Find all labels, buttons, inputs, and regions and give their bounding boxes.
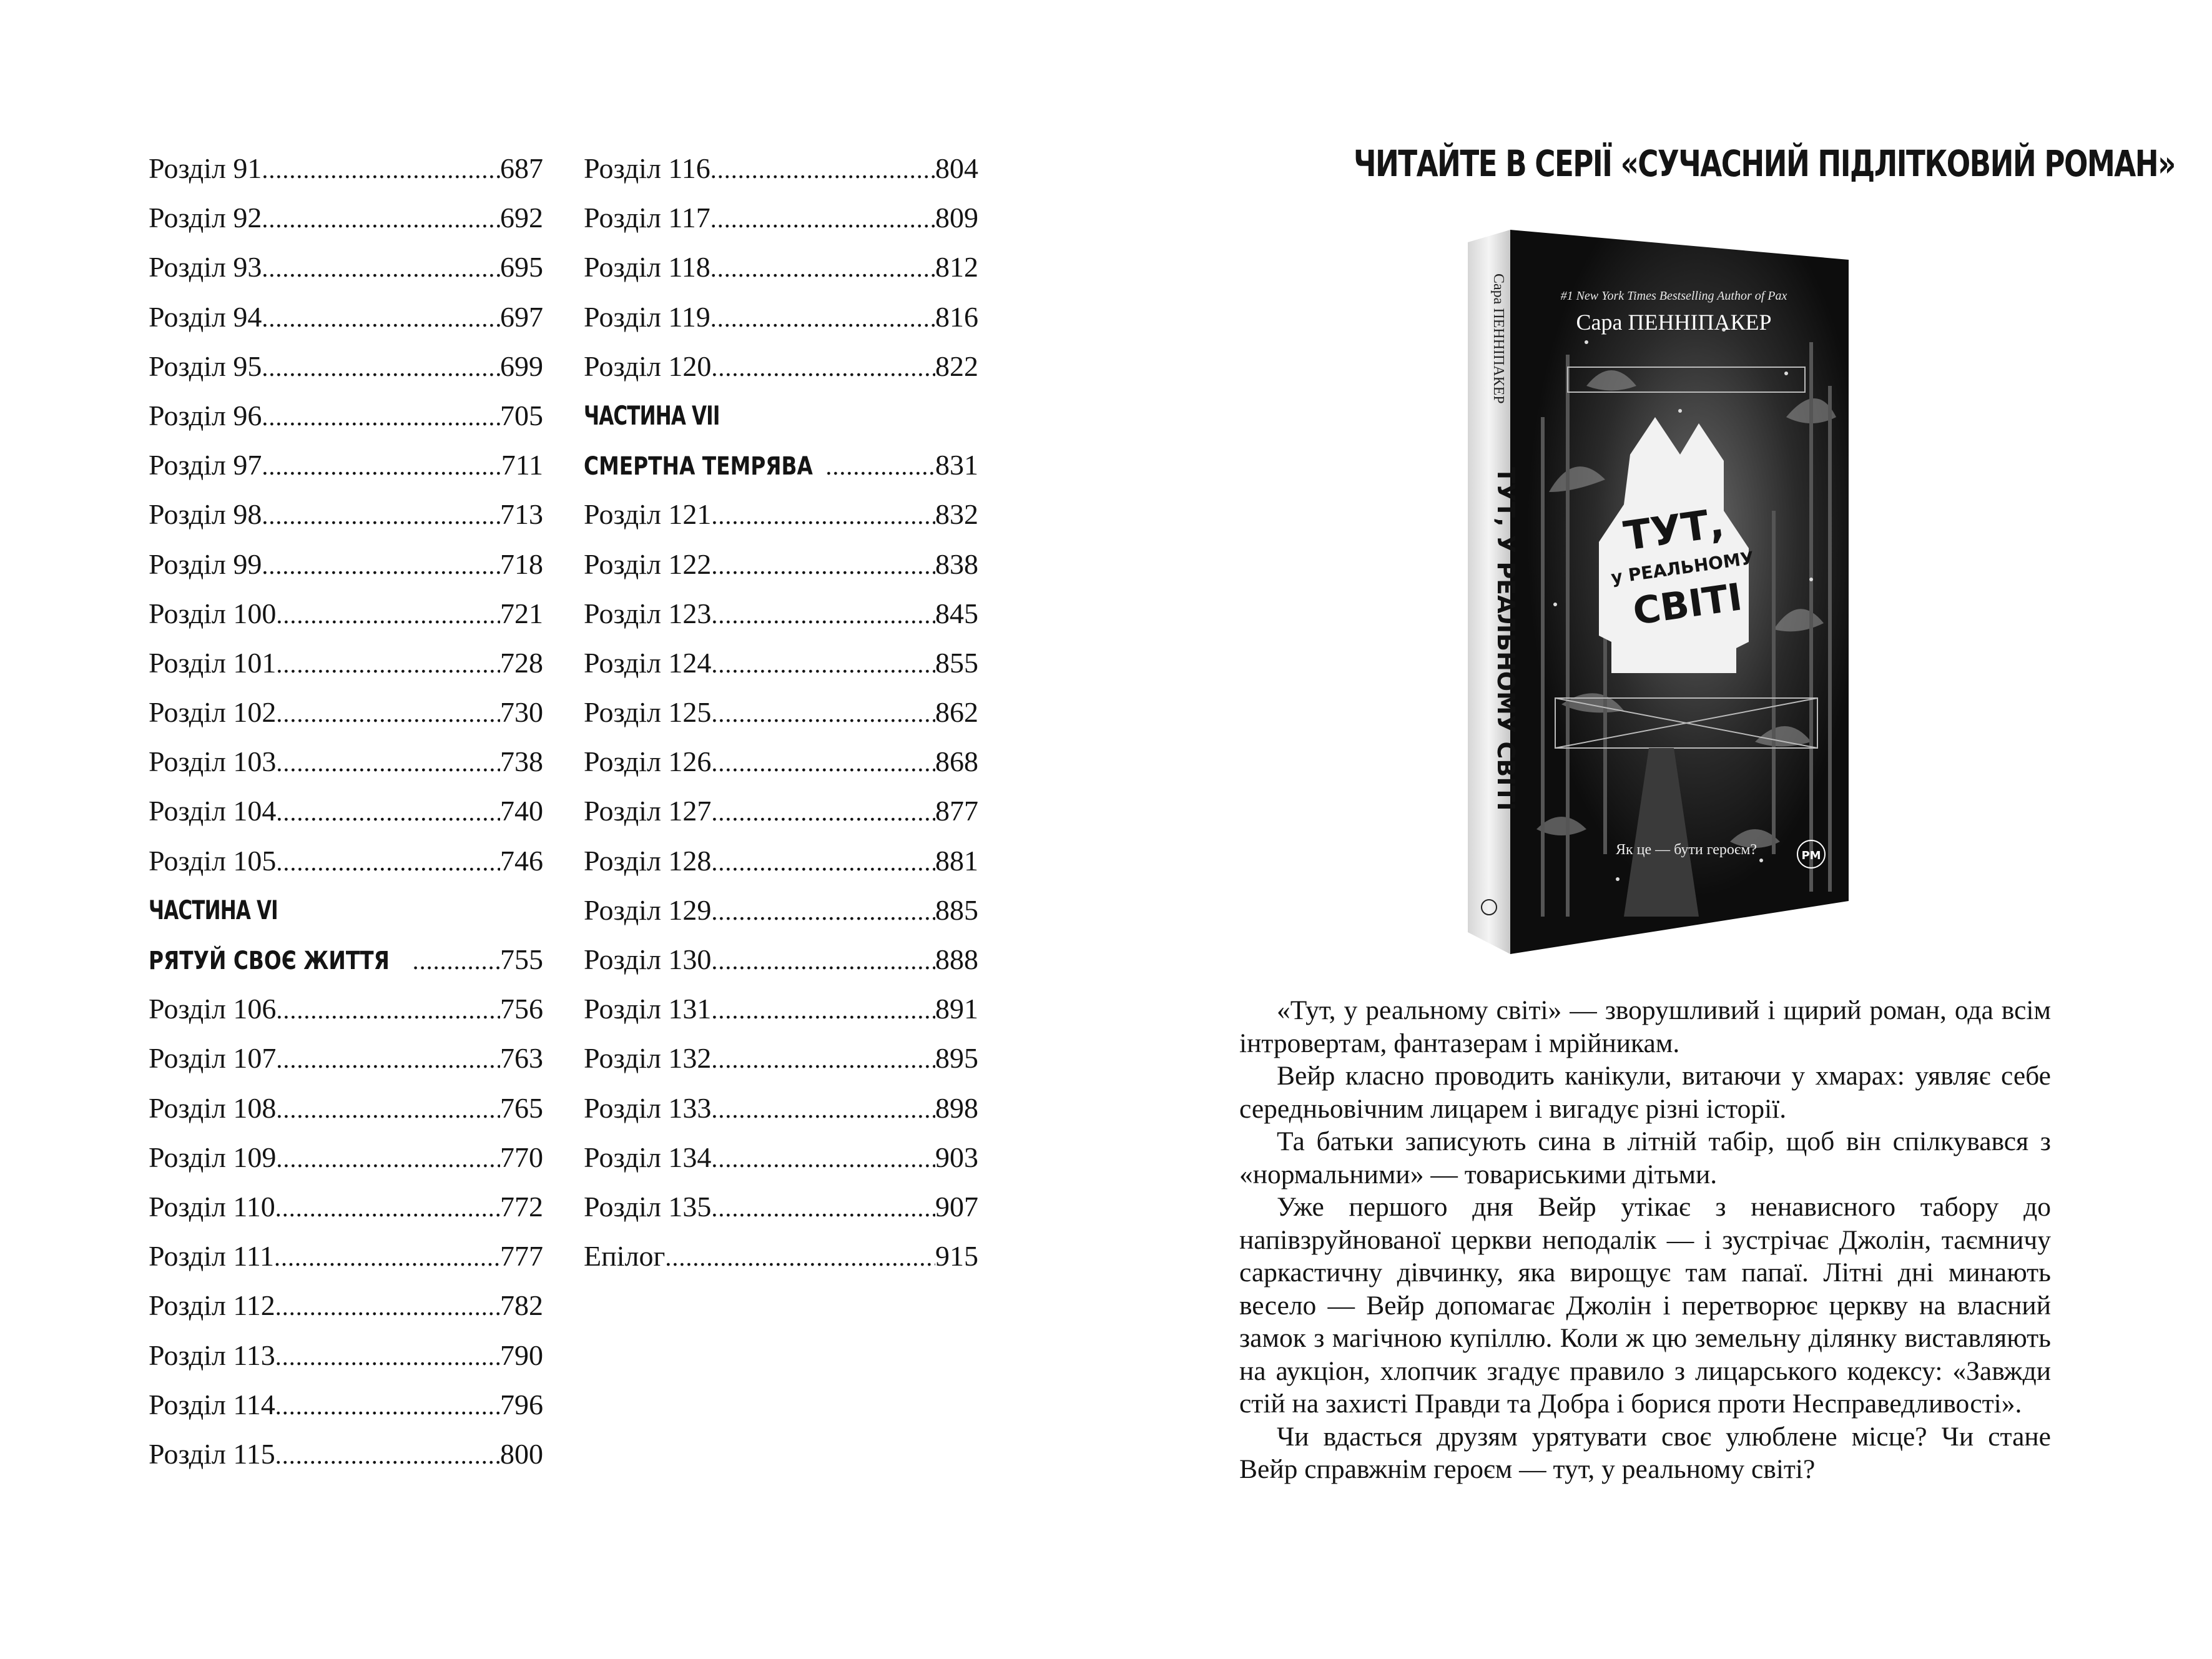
toc-entry-page: 697 bbox=[500, 300, 543, 333]
book-title-line1: ТУТ, bbox=[1621, 500, 1728, 560]
toc-leader-dots bbox=[275, 1430, 500, 1480]
toc-entry bbox=[584, 885, 978, 935]
toc-entry bbox=[149, 1429, 543, 1479]
toc-entry-label: Розділ 101 bbox=[149, 646, 277, 679]
toc-entry bbox=[149, 539, 543, 589]
toc-leader-dots bbox=[710, 145, 935, 194]
toc-entry-page: 699 bbox=[500, 350, 543, 382]
toc-leader-dots bbox=[262, 293, 500, 343]
toc-entry-label: Розділ 132 bbox=[584, 1042, 712, 1075]
toc-leader-dots bbox=[276, 590, 500, 639]
toc-entry bbox=[149, 440, 543, 490]
toc-entry-label: Розділ 95 bbox=[149, 350, 262, 382]
toc-entry-label: Розділ 115 bbox=[149, 1437, 275, 1470]
book-description bbox=[1239, 994, 2051, 1486]
toc-leader-dots bbox=[275, 1332, 500, 1381]
toc-entry bbox=[584, 193, 978, 242]
toc-entry-label: Розділ 111 bbox=[149, 1240, 275, 1273]
toc-entry-page: 891 bbox=[935, 993, 978, 1025]
toc-entry-label: Розділ 105 bbox=[149, 844, 277, 877]
toc-entry-page: 907 bbox=[935, 1190, 978, 1223]
toc-entry-page: 855 bbox=[935, 646, 978, 679]
toc-entry-page: 713 bbox=[500, 498, 543, 531]
toc-entry-page: 746 bbox=[500, 844, 543, 877]
toc-entry-label: Розділ 100 bbox=[149, 597, 277, 629]
toc-entry bbox=[149, 1182, 543, 1231]
toc-entry-page: 816 bbox=[935, 300, 978, 333]
part-title: СМЕРТНА ТЕМРЯВА bbox=[584, 452, 813, 481]
toc-entry-page: 782 bbox=[500, 1289, 543, 1322]
toc-entry-page: 718 bbox=[500, 548, 543, 580]
toc-entry bbox=[149, 1133, 543, 1182]
toc-entry bbox=[149, 786, 543, 835]
toc-leader-dots bbox=[262, 491, 500, 540]
toc-leader-dots bbox=[262, 392, 500, 441]
toc-entry-page: 895 bbox=[935, 1042, 978, 1075]
toc-leader-dots bbox=[711, 1035, 935, 1084]
toc-entry bbox=[584, 1231, 978, 1281]
book-tagline: #1 New York Times Bestselling Author of Pax bbox=[1560, 289, 1787, 303]
toc-entry-label: Розділ 110 bbox=[149, 1190, 275, 1223]
toc-entry-page: 800 bbox=[500, 1437, 543, 1470]
toc-leader-dots bbox=[276, 689, 500, 738]
toc-leader-dots bbox=[711, 787, 935, 837]
toc-entry bbox=[149, 193, 543, 242]
toc-entry-label: Розділ 116 bbox=[584, 152, 710, 184]
toc-leader-dots bbox=[262, 441, 501, 491]
toc-entry-label: Розділ 133 bbox=[584, 1091, 712, 1124]
toc-entry-page: 862 bbox=[935, 696, 978, 729]
toc-entry-label: Розділ 103 bbox=[149, 746, 277, 778]
toc-entry-label: Розділ 114 bbox=[149, 1388, 275, 1420]
toc-entry-label: Розділ 125 bbox=[584, 696, 712, 729]
toc-entry bbox=[149, 836, 543, 885]
toc-entry bbox=[584, 490, 978, 539]
toc-entry bbox=[584, 836, 978, 885]
toc-entry bbox=[149, 292, 543, 342]
part-heading: ЧАСТИНА VII bbox=[584, 400, 720, 431]
toc-entry bbox=[149, 490, 543, 539]
toc-entry bbox=[584, 984, 978, 1033]
book-title-line3: СВІТІ bbox=[1630, 575, 1745, 634]
toc-entry bbox=[149, 1380, 543, 1429]
toc-entry bbox=[584, 342, 978, 391]
toc-entry-label: Розділ 118 bbox=[584, 251, 710, 283]
toc-entry-label: Розділ 97 bbox=[149, 449, 262, 481]
toc-entry bbox=[584, 737, 978, 786]
part-page: 755 bbox=[500, 943, 543, 975]
toc-leader-dots bbox=[276, 1134, 500, 1183]
toc-entry-page: 881 bbox=[935, 844, 978, 877]
toc-leader-dots bbox=[262, 541, 500, 590]
toc-entry bbox=[584, 242, 978, 292]
toc-leader-dots bbox=[276, 985, 500, 1035]
toc-entry-label: Розділ 109 bbox=[149, 1141, 277, 1173]
toc-entry bbox=[149, 984, 543, 1033]
toc-entry-page: 804 bbox=[935, 152, 978, 184]
toc-entry-page: 772 bbox=[500, 1190, 543, 1223]
toc-entry bbox=[149, 342, 543, 391]
toc-entry-page: 796 bbox=[500, 1388, 543, 1420]
part-page: 831 bbox=[935, 449, 978, 481]
toc-entry-page: 812 bbox=[935, 251, 978, 283]
description-paragraph: Чи вдасться друзям урятувати своє улюблене місце? Чи стане Вейр справжнім героєм — тут, у реальному світі? bbox=[1239, 1421, 2051, 1484]
toc-entry-label: Розділ 102 bbox=[149, 696, 277, 729]
book-author: Сара ПЕННІПАКЕР bbox=[1576, 310, 1772, 335]
toc-entry-page: 756 bbox=[500, 993, 543, 1025]
toc-entry-label: Розділ 117 bbox=[584, 202, 710, 234]
toc-leader-dots bbox=[711, 887, 935, 936]
toc-entry-page: 915 bbox=[935, 1240, 978, 1273]
toc-entry-page: 877 bbox=[935, 795, 978, 827]
toc-entry-page: 777 bbox=[500, 1240, 543, 1273]
toc-entry-label: Розділ 113 bbox=[149, 1339, 275, 1371]
toc-leader-dots bbox=[710, 293, 935, 343]
book-cover bbox=[1462, 230, 1861, 954]
toc-entry bbox=[149, 1281, 543, 1330]
toc-leader-dots bbox=[276, 1085, 500, 1134]
toc-entry bbox=[584, 292, 978, 342]
toc-entry-label: Розділ 112 bbox=[149, 1289, 275, 1322]
toc-leader-dots bbox=[711, 639, 935, 689]
toc-entry-page: 868 bbox=[935, 746, 978, 778]
toc-entry bbox=[584, 144, 978, 193]
toc-entry bbox=[584, 687, 978, 737]
toc-entry bbox=[149, 1231, 543, 1281]
toc-leader-dots bbox=[275, 1183, 500, 1233]
toc-entry-page: 888 bbox=[935, 943, 978, 975]
toc-entry-label: Розділ 122 bbox=[584, 548, 712, 580]
toc-entry bbox=[584, 638, 978, 687]
toc-entry-label: Розділ 135 bbox=[584, 1190, 712, 1223]
toc-leader-dots bbox=[825, 441, 935, 491]
toc-entry-label: Розділ 104 bbox=[149, 795, 277, 827]
publisher-logo-text: РМ bbox=[1801, 849, 1821, 862]
description-paragraph: Та батьки записують сина в літній табір, щоб він спілкувався з «нормальними» — товариськими дітьми. bbox=[1239, 1126, 2051, 1189]
toc-entry-label: Розділ 91 bbox=[149, 152, 262, 184]
toc-entry-label: Розділ 98 bbox=[149, 498, 262, 531]
spine-title: ТУТ, У РЕАЛЬНОМУ СВІТІ bbox=[1492, 467, 1520, 811]
toc-entry bbox=[149, 1331, 543, 1380]
toc-entry bbox=[584, 539, 978, 589]
toc-entry bbox=[584, 1033, 978, 1083]
toc-entry-page: 695 bbox=[500, 251, 543, 283]
book-subtitle: Як це — бути героєм? bbox=[1615, 842, 1757, 858]
toc-entry-label: Розділ 120 bbox=[584, 350, 712, 382]
toc-entry-label: Розділ 130 bbox=[584, 943, 712, 975]
toc-leader-dots bbox=[276, 787, 500, 837]
description-paragraph: «Тут, у реальному світі» — зворушливий і щирий роман, ода всім інтровертам, фантазерам і мрійникам. bbox=[1239, 995, 2051, 1058]
toc-leader-dots bbox=[413, 936, 500, 985]
toc-entry-label: Розділ 92 bbox=[149, 202, 262, 234]
toc-entry bbox=[149, 242, 543, 292]
toc-leader-dots bbox=[665, 1233, 935, 1282]
toc-entry bbox=[149, 391, 543, 440]
toc-entry bbox=[584, 1182, 978, 1231]
toc-leader-dots bbox=[275, 1282, 500, 1331]
toc-entry-page: 885 bbox=[935, 893, 978, 926]
toc-entry-label: Розділ 94 bbox=[149, 300, 262, 333]
toc-entry-label: Розділ 128 bbox=[584, 844, 712, 877]
toc-entry-page: 738 bbox=[500, 746, 543, 778]
toc-entry bbox=[584, 1083, 978, 1133]
toc-leader-dots bbox=[711, 689, 935, 738]
toc-entry bbox=[149, 144, 543, 193]
toc-leader-dots bbox=[711, 491, 935, 540]
spine-author: Сара ПЕННІПАКЕР bbox=[1490, 273, 1507, 404]
toc-entry bbox=[584, 589, 978, 638]
toc-entry-page: 898 bbox=[935, 1091, 978, 1124]
toc-entry-page: 740 bbox=[500, 795, 543, 827]
toc-column-left bbox=[149, 144, 543, 1479]
toc-entry-page: 838 bbox=[935, 548, 978, 580]
toc-entry-page: 765 bbox=[500, 1091, 543, 1124]
toc-entry-label: Розділ 107 bbox=[149, 1042, 277, 1075]
toc-entry-page: 721 bbox=[500, 597, 543, 629]
part-heading: ЧАСТИНА VI bbox=[149, 894, 278, 925]
toc-entry bbox=[149, 638, 543, 687]
toc-leader-dots bbox=[262, 343, 500, 392]
toc-entry-label: Розділ 93 bbox=[149, 251, 262, 283]
toc-leader-dots bbox=[711, 1183, 935, 1233]
toc-entry-page: 903 bbox=[935, 1141, 978, 1173]
toc-entry-label: Розділ 134 bbox=[584, 1141, 712, 1173]
toc-entry-page: 692 bbox=[500, 202, 543, 234]
toc-entry bbox=[149, 1033, 543, 1083]
toc-entry-label: Епілог bbox=[584, 1240, 666, 1273]
toc-leader-dots bbox=[276, 738, 500, 787]
toc-entry-page: 809 bbox=[935, 202, 978, 234]
part-title-entry bbox=[149, 935, 543, 984]
toc-leader-dots bbox=[275, 1381, 500, 1430]
toc-entry-page: 832 bbox=[935, 498, 978, 531]
toc-leader-dots bbox=[711, 985, 935, 1035]
toc-entry-label: Розділ 96 bbox=[149, 399, 262, 431]
toc-entry-page: 763 bbox=[500, 1042, 543, 1075]
toc-leader-dots bbox=[711, 1134, 935, 1183]
toc-leader-dots bbox=[711, 738, 935, 787]
series-heading: ЧИТАЙТЕ В СЕРІЇ «СУЧАСНИЙ ПІДЛІТКОВИЙ РОМАН» bbox=[1354, 142, 2175, 185]
toc-entry-page: 711 bbox=[501, 449, 543, 481]
toc-entry bbox=[149, 589, 543, 638]
toc-leader-dots bbox=[710, 194, 935, 244]
toc-entry bbox=[584, 935, 978, 984]
toc-entry-page: 790 bbox=[500, 1339, 543, 1371]
toc-entry-label: Розділ 119 bbox=[584, 300, 710, 333]
toc-leader-dots bbox=[711, 1085, 935, 1134]
book-cover-illustration bbox=[1462, 230, 1861, 954]
toc-leader-dots bbox=[710, 244, 935, 293]
toc-entry-label: Розділ 106 bbox=[149, 993, 277, 1025]
toc-entry-label: Розділ 131 bbox=[584, 993, 712, 1025]
description-paragraph: Вейр класно проводить канікули, витаючи у хмарах: уявляє себе середньовічним лицарем і вигадує різні історії. bbox=[1239, 1061, 2051, 1124]
toc-entry-label: Розділ 124 bbox=[584, 646, 712, 679]
toc-entry-page: 728 bbox=[500, 646, 543, 679]
book-title-line2: у РЕАЛЬНОМУ bbox=[1610, 547, 1756, 588]
toc-entry-page: 770 bbox=[500, 1141, 543, 1173]
toc-leader-dots bbox=[262, 145, 500, 194]
toc-entry-page: 822 bbox=[935, 350, 978, 382]
toc-entry-page: 730 bbox=[500, 696, 543, 729]
toc-entry-label: Розділ 126 bbox=[584, 746, 712, 778]
toc-leader-dots bbox=[711, 590, 935, 639]
toc-entry bbox=[584, 786, 978, 835]
toc-leader-dots bbox=[711, 343, 935, 392]
toc-leader-dots bbox=[262, 194, 500, 244]
toc-leader-dots bbox=[711, 837, 935, 887]
toc-leader-dots bbox=[711, 936, 935, 985]
toc-entry-page: 705 bbox=[500, 399, 543, 431]
part-title-entry bbox=[584, 440, 978, 490]
toc-column-right bbox=[584, 144, 978, 1281]
part-title: РЯТУЙ СВОЄ ЖИТТЯ bbox=[149, 947, 390, 975]
toc-entry bbox=[149, 1083, 543, 1133]
toc-leader-dots bbox=[274, 1233, 500, 1282]
toc-entry-label: Розділ 121 bbox=[584, 498, 712, 531]
toc-entry bbox=[584, 1133, 978, 1182]
toc-entry-label: Розділ 108 bbox=[149, 1091, 277, 1124]
toc-leader-dots bbox=[276, 639, 500, 689]
toc-entry-label: Розділ 127 bbox=[584, 795, 712, 827]
toc-entry-label: Розділ 129 bbox=[584, 893, 712, 926]
toc-leader-dots bbox=[262, 244, 500, 293]
toc-leader-dots bbox=[276, 1035, 500, 1084]
description-paragraph: Уже першого дня Вейр утікає з ненависного табору до напівзруйнованої церкви неподалік — і зустрічає Джолін, таємничу саркастичну дівчинку, яка вирощує там папаї. Літні дні минають весело — Вейр допомагає Джолін і перетворює церкву на власний замок з магічною купіллю. Коли ж цю земельну ділянку виставляють на аукціон, хлопчик згадує правило з лицарського кодексу: «Завжди стій на захисті Правди та Добра і борися проти Несправедливості». bbox=[1239, 1192, 2051, 1419]
toc-leader-dots bbox=[711, 541, 935, 590]
toc-entry bbox=[149, 737, 543, 786]
toc-entry-label: Розділ 123 bbox=[584, 597, 712, 629]
toc-entry bbox=[149, 687, 543, 737]
toc-leader-dots bbox=[276, 837, 500, 887]
toc-entry-page: 687 bbox=[500, 152, 543, 184]
toc-entry-page: 845 bbox=[935, 597, 978, 629]
toc-entry-label: Розділ 99 bbox=[149, 548, 262, 580]
